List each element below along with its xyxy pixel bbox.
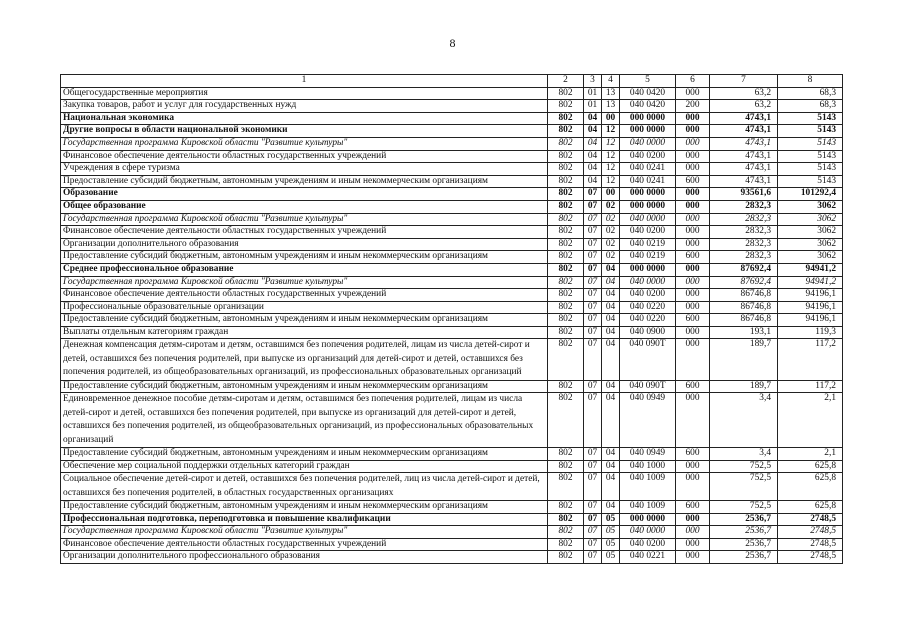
section-cell: 07 <box>584 526 602 539</box>
table-row <box>61 393 843 448</box>
subsection-cell: 12 <box>602 137 620 150</box>
table-row <box>61 473 843 501</box>
row-name-cell: Предоставление субсидий бюджетным, автономным учреждениям и иным некоммерческим организациям <box>61 500 548 513</box>
target-article-cell: 000 0000 <box>620 125 676 138</box>
table-row <box>61 339 843 380</box>
amount-year2-cell: 2748,5 <box>778 526 843 539</box>
section-cell: 07 <box>584 276 602 289</box>
amount-year2-cell: 3062 <box>778 238 843 251</box>
target-article-cell: 040 1009 <box>620 473 676 501</box>
section-cell: 07 <box>584 213 602 226</box>
subsection-cell: 13 <box>602 87 620 100</box>
subsection-cell: 04 <box>602 326 620 339</box>
row-name-cell: Финансовое обеспечение деятельности областных государственных учреждений <box>61 538 548 551</box>
subsection-cell: 13 <box>602 100 620 113</box>
target-article-cell: 040 0200 <box>620 538 676 551</box>
section-cell: 07 <box>584 460 602 473</box>
subsection-cell: 04 <box>602 263 620 276</box>
expense-type-cell: 600 <box>676 314 710 327</box>
expense-type-cell: 000 <box>676 301 710 314</box>
table-row <box>61 226 843 239</box>
amount-year2-cell: 5143 <box>778 112 843 125</box>
section-cell: 07 <box>584 538 602 551</box>
target-article-cell: 000 0000 <box>620 112 676 125</box>
amount-year1-cell: 93561,6 <box>710 188 778 201</box>
column-header: 1 <box>61 75 548 88</box>
amount-year1-cell: 4743,1 <box>710 137 778 150</box>
ministry-code-cell: 802 <box>548 112 584 125</box>
target-article-cell: 040 0000 <box>620 213 676 226</box>
target-article-cell: 040 0949 <box>620 447 676 460</box>
amount-year1-cell: 2832,3 <box>710 200 778 213</box>
row-name-cell: Финансовое обеспечение деятельности областных государственных учреждений <box>61 289 548 302</box>
amount-year1-cell: 2832,3 <box>710 213 778 226</box>
subsection-cell: 04 <box>602 393 620 448</box>
row-name-cell: Общее образование <box>61 200 548 213</box>
ministry-code-cell: 802 <box>548 289 584 302</box>
table-row <box>61 276 843 289</box>
amount-year1-cell: 86746,8 <box>710 314 778 327</box>
section-cell: 07 <box>584 513 602 526</box>
expense-type-cell: 000 <box>676 87 710 100</box>
expense-type-cell: 000 <box>676 137 710 150</box>
row-name-cell: Профессиональная подготовка, переподготовка и повышение квалификации <box>61 513 548 526</box>
amount-year1-cell: 86746,8 <box>710 301 778 314</box>
subsection-cell: 04 <box>602 460 620 473</box>
table-row <box>61 513 843 526</box>
table-row <box>61 460 843 473</box>
target-article-cell: 040 0200 <box>620 150 676 163</box>
expense-type-cell: 000 <box>676 551 710 564</box>
row-name-cell: Образование <box>61 188 548 201</box>
ministry-code-cell: 802 <box>548 314 584 327</box>
amount-year2-cell: 2748,5 <box>778 538 843 551</box>
amount-year2-cell: 5143 <box>778 163 843 176</box>
ministry-code-cell: 802 <box>548 263 584 276</box>
row-name-cell: Социальное обеспечение детей-сирот и детей, оставшихся без попечения родителей, лиц из числа детей-сирот и детей, оставшихся без попечения родителей, в областных государственных организациях <box>61 473 548 501</box>
expense-type-cell: 600 <box>676 500 710 513</box>
amount-year2-cell: 5143 <box>778 137 843 150</box>
amount-year1-cell: 752,5 <box>710 473 778 501</box>
column-header: 2 <box>548 75 584 88</box>
amount-year2-cell: 625,8 <box>778 460 843 473</box>
column-number-row <box>61 75 843 88</box>
amount-year1-cell: 189,7 <box>710 380 778 393</box>
amount-year1-cell: 752,5 <box>710 500 778 513</box>
amount-year1-cell: 63,2 <box>710 100 778 113</box>
ministry-code-cell: 802 <box>548 460 584 473</box>
expense-type-cell: 000 <box>676 339 710 380</box>
section-cell: 04 <box>584 137 602 150</box>
subsection-cell: 12 <box>602 125 620 138</box>
target-article-cell: 040 0221 <box>620 551 676 564</box>
expense-type-cell: 000 <box>676 200 710 213</box>
expense-type-cell: 200 <box>676 100 710 113</box>
table-row <box>61 238 843 251</box>
section-cell: 04 <box>584 125 602 138</box>
row-name-cell: Предоставление субсидий бюджетным, автономным учреждениям и иным некоммерческим организациям <box>61 314 548 327</box>
expense-type-cell: 000 <box>676 163 710 176</box>
row-name-cell: Обеспечение мер социальной поддержки отдельных категорий граждан <box>61 460 548 473</box>
table-row <box>61 188 843 201</box>
subsection-cell: 02 <box>602 213 620 226</box>
target-article-cell: 040 0900 <box>620 326 676 339</box>
section-cell: 07 <box>584 473 602 501</box>
table-row <box>61 301 843 314</box>
section-cell: 04 <box>584 112 602 125</box>
row-name-cell: Общегосударственные мероприятия <box>61 87 548 100</box>
amount-year2-cell: 2748,5 <box>778 551 843 564</box>
amount-year1-cell: 2832,3 <box>710 251 778 264</box>
row-name-cell: Предоставление субсидий бюджетным, автономным учреждениям и иным некоммерческим организациям <box>61 175 548 188</box>
amount-year2-cell: 68,3 <box>778 87 843 100</box>
row-name-cell: Государственная программа Кировской области "Развитие культуры" <box>61 276 548 289</box>
amount-year2-cell: 3062 <box>778 226 843 239</box>
subsection-cell: 04 <box>602 447 620 460</box>
column-header: 6 <box>676 75 710 88</box>
expense-type-cell: 600 <box>676 175 710 188</box>
expense-type-cell: 000 <box>676 393 710 448</box>
row-name-cell: Организации дополнительного профессионального образования <box>61 551 548 564</box>
amount-year1-cell: 87692,4 <box>710 276 778 289</box>
table-row <box>61 251 843 264</box>
target-article-cell: 040 0200 <box>620 226 676 239</box>
ministry-code-cell: 802 <box>548 238 584 251</box>
section-cell: 07 <box>584 251 602 264</box>
table-row <box>61 500 843 513</box>
target-article-cell: 040 090Т <box>620 339 676 380</box>
ministry-code-cell: 802 <box>548 150 584 163</box>
subsection-cell: 04 <box>602 314 620 327</box>
ministry-code-cell: 802 <box>548 339 584 380</box>
target-article-cell: 040 0000 <box>620 526 676 539</box>
amount-year1-cell: 4743,1 <box>710 175 778 188</box>
section-cell: 07 <box>584 289 602 302</box>
target-article-cell: 040 0420 <box>620 100 676 113</box>
row-name-cell: Предоставление субсидий бюджетным, автономным учреждениям и иным некоммерческим организациям <box>61 251 548 264</box>
expense-type-cell: 000 <box>676 526 710 539</box>
amount-year2-cell: 5143 <box>778 150 843 163</box>
table-row <box>61 163 843 176</box>
subsection-cell: 02 <box>602 238 620 251</box>
section-cell: 04 <box>584 163 602 176</box>
expense-type-cell: 000 <box>676 473 710 501</box>
amount-year2-cell: 94196,1 <box>778 314 843 327</box>
table-row <box>61 314 843 327</box>
ministry-code-cell: 802 <box>548 301 584 314</box>
expense-type-cell: 000 <box>676 513 710 526</box>
amount-year2-cell: 625,8 <box>778 500 843 513</box>
table-row <box>61 380 843 393</box>
row-name-cell: Финансовое обеспечение деятельности областных государственных учреждений <box>61 150 548 163</box>
table-row <box>61 175 843 188</box>
column-header: 7 <box>710 75 778 88</box>
amount-year2-cell: 2748,5 <box>778 513 843 526</box>
amount-year2-cell: 117,2 <box>778 339 843 380</box>
amount-year1-cell: 63,2 <box>710 87 778 100</box>
subsection-cell: 12 <box>602 175 620 188</box>
target-article-cell: 040 0219 <box>620 251 676 264</box>
target-article-cell: 040 0241 <box>620 163 676 176</box>
expense-type-cell: 000 <box>676 538 710 551</box>
amount-year2-cell: 2,1 <box>778 393 843 448</box>
amount-year2-cell: 68,3 <box>778 100 843 113</box>
target-article-cell: 040 1000 <box>620 460 676 473</box>
amount-year1-cell: 4743,1 <box>710 112 778 125</box>
subsection-cell: 00 <box>602 188 620 201</box>
amount-year2-cell: 5143 <box>778 175 843 188</box>
section-cell: 07 <box>584 314 602 327</box>
section-cell: 07 <box>584 200 602 213</box>
subsection-cell: 04 <box>602 473 620 501</box>
subsection-cell: 02 <box>602 226 620 239</box>
subsection-cell: 04 <box>602 289 620 302</box>
section-cell: 07 <box>584 301 602 314</box>
subsection-cell: 04 <box>602 339 620 380</box>
column-header: 3 <box>584 75 602 88</box>
subsection-cell: 12 <box>602 163 620 176</box>
amount-year2-cell: 3062 <box>778 251 843 264</box>
ministry-code-cell: 802 <box>548 500 584 513</box>
row-name-cell: Предоставление субсидий бюджетным, автономным учреждениям и иным некоммерческим организациям <box>61 380 548 393</box>
amount-year1-cell: 752,5 <box>710 460 778 473</box>
column-header: 4 <box>602 75 620 88</box>
expense-type-cell: 000 <box>676 188 710 201</box>
table-row <box>61 100 843 113</box>
section-cell: 07 <box>584 393 602 448</box>
page-number: 8 <box>449 36 456 50</box>
amount-year1-cell: 4743,1 <box>710 150 778 163</box>
section-cell: 07 <box>584 500 602 513</box>
ministry-code-cell: 802 <box>548 188 584 201</box>
ministry-code-cell: 802 <box>548 551 584 564</box>
amount-year1-cell: 2536,7 <box>710 513 778 526</box>
section-cell: 07 <box>584 238 602 251</box>
subsection-cell: 12 <box>602 150 620 163</box>
subsection-cell: 04 <box>602 301 620 314</box>
amount-year2-cell: 3062 <box>778 213 843 226</box>
target-article-cell: 040 090Т <box>620 380 676 393</box>
amount-year1-cell: 2536,7 <box>710 551 778 564</box>
subsection-cell: 02 <box>602 251 620 264</box>
section-cell: 01 <box>584 87 602 100</box>
ministry-code-cell: 802 <box>548 393 584 448</box>
expense-type-cell: 000 <box>676 289 710 302</box>
section-cell: 07 <box>584 263 602 276</box>
ministry-code-cell: 802 <box>548 526 584 539</box>
row-name-cell: Учреждения в сфере туризма <box>61 163 548 176</box>
row-name-cell: Государственная программа Кировской области "Развитие культуры" <box>61 137 548 150</box>
row-name-cell: Финансовое обеспечение деятельности областных государственных учреждений <box>61 226 548 239</box>
ministry-code-cell: 802 <box>548 473 584 501</box>
target-article-cell: 040 0241 <box>620 175 676 188</box>
target-article-cell: 040 0220 <box>620 301 676 314</box>
expense-type-cell: 000 <box>676 263 710 276</box>
ministry-code-cell: 802 <box>548 226 584 239</box>
table-row <box>61 112 843 125</box>
ministry-code-cell: 802 <box>548 513 584 526</box>
table-row <box>61 538 843 551</box>
amount-year1-cell: 3,4 <box>710 447 778 460</box>
ministry-code-cell: 802 <box>548 175 584 188</box>
target-article-cell: 040 0000 <box>620 276 676 289</box>
expense-type-cell: 000 <box>676 226 710 239</box>
expense-type-cell: 000 <box>676 238 710 251</box>
ministry-code-cell: 802 <box>548 380 584 393</box>
ministry-code-cell: 802 <box>548 276 584 289</box>
subsection-cell: 05 <box>602 551 620 564</box>
ministry-code-cell: 802 <box>548 200 584 213</box>
section-cell: 04 <box>584 150 602 163</box>
table-row <box>61 289 843 302</box>
table-row <box>61 150 843 163</box>
amount-year2-cell: 119,3 <box>778 326 843 339</box>
section-cell: 07 <box>584 339 602 380</box>
row-name-cell: Государственная программа Кировской области "Развитие культуры" <box>61 526 548 539</box>
table-row <box>61 125 843 138</box>
amount-year1-cell: 2832,3 <box>710 238 778 251</box>
expense-type-cell: 600 <box>676 447 710 460</box>
subsection-cell: 05 <box>602 513 620 526</box>
row-name-cell: Другие вопросы в области национальной экономики <box>61 125 548 138</box>
row-name-cell: Выплаты отдельным категориям граждан <box>61 326 548 339</box>
ministry-code-cell: 802 <box>548 87 584 100</box>
subsection-cell: 04 <box>602 500 620 513</box>
row-name-cell: Профессиональные образовательные организации <box>61 301 548 314</box>
column-header: 5 <box>620 75 676 88</box>
row-name-cell: Государственная программа Кировской области "Развитие культуры" <box>61 213 548 226</box>
amount-year2-cell: 94196,1 <box>778 301 843 314</box>
table-row <box>61 526 843 539</box>
target-article-cell: 040 0420 <box>620 87 676 100</box>
table-row <box>61 213 843 226</box>
table-row <box>61 87 843 100</box>
section-cell: 04 <box>584 175 602 188</box>
amount-year2-cell: 94941,2 <box>778 263 843 276</box>
subsection-cell: 05 <box>602 538 620 551</box>
table-row <box>61 326 843 339</box>
expense-type-cell: 600 <box>676 380 710 393</box>
budget-table <box>60 74 843 564</box>
expense-type-cell: 000 <box>676 276 710 289</box>
expense-type-cell: 000 <box>676 125 710 138</box>
row-name-cell: Организации дополнительного образования <box>61 238 548 251</box>
row-name-cell: Национальная экономика <box>61 112 548 125</box>
amount-year2-cell: 5143 <box>778 125 843 138</box>
amount-year2-cell: 3062 <box>778 200 843 213</box>
ministry-code-cell: 802 <box>548 447 584 460</box>
row-name-cell: Единовременное денежное пособие детям-сиротам и детям, оставшимся без попечения родителей, лицам из числа детей-сирот и детей, оставшихся без попечения родителей, при выпуске из организаций для детей-сирот и детей, оставшихся без попечения родителей, из общеобразовательных организаций, из профессиональных образовательных организаций <box>61 393 548 448</box>
section-cell: 07 <box>584 551 602 564</box>
target-article-cell: 000 0000 <box>620 263 676 276</box>
column-header: 8 <box>778 75 843 88</box>
ministry-code-cell: 802 <box>548 538 584 551</box>
row-name-cell: Предоставление субсидий бюджетным, автономным учреждениям и иным некоммерческим организациям <box>61 447 548 460</box>
section-cell: 07 <box>584 188 602 201</box>
amount-year1-cell: 3,4 <box>710 393 778 448</box>
amount-year2-cell: 2,1 <box>778 447 843 460</box>
expense-type-cell: 600 <box>676 251 710 264</box>
row-name-cell: Закупка товаров, работ и услуг для государственных нужд <box>61 100 548 113</box>
row-name-cell: Среднее профессиональное образование <box>61 263 548 276</box>
amount-year2-cell: 101292,4 <box>778 188 843 201</box>
ministry-code-cell: 802 <box>548 163 584 176</box>
ministry-code-cell: 802 <box>548 251 584 264</box>
expense-type-cell: 000 <box>676 112 710 125</box>
amount-year2-cell: 94196,1 <box>778 289 843 302</box>
amount-year1-cell: 4743,1 <box>710 163 778 176</box>
section-cell: 07 <box>584 226 602 239</box>
subsection-cell: 02 <box>602 200 620 213</box>
ministry-code-cell: 802 <box>548 100 584 113</box>
expense-type-cell: 000 <box>676 213 710 226</box>
table-row <box>61 263 843 276</box>
section-cell: 07 <box>584 380 602 393</box>
section-cell: 07 <box>584 447 602 460</box>
ministry-code-cell: 802 <box>548 137 584 150</box>
section-cell: 07 <box>584 326 602 339</box>
amount-year1-cell: 193,1 <box>710 326 778 339</box>
table-row <box>61 137 843 150</box>
amount-year1-cell: 2536,7 <box>710 538 778 551</box>
target-article-cell: 000 0000 <box>620 188 676 201</box>
section-cell: 01 <box>584 100 602 113</box>
table-row <box>61 447 843 460</box>
row-name-cell: Денежная компенсация детям-сиротам и детям, оставшимся без попечения родителей, лицам из числа детей-сирот и детей, оставшихся без попечения родителей, при выпуске из организаций для детей-сирот и детей, оставшихся без попечения родителей, из общеобразовательных организаций, из профессиональных образовательных организаций <box>61 339 548 380</box>
target-article-cell: 040 0200 <box>620 289 676 302</box>
table-row <box>61 551 843 564</box>
target-article-cell: 040 0949 <box>620 393 676 448</box>
target-article-cell: 000 0000 <box>620 513 676 526</box>
subsection-cell: 04 <box>602 380 620 393</box>
subsection-cell: 00 <box>602 112 620 125</box>
expense-type-cell: 000 <box>676 150 710 163</box>
amount-year2-cell: 625,8 <box>778 473 843 501</box>
ministry-code-cell: 802 <box>548 125 584 138</box>
target-article-cell: 040 0219 <box>620 238 676 251</box>
amount-year1-cell: 2536,7 <box>710 526 778 539</box>
expense-type-cell: 000 <box>676 460 710 473</box>
ministry-code-cell: 802 <box>548 213 584 226</box>
amount-year1-cell: 189,7 <box>710 339 778 380</box>
amount-year1-cell: 2832,3 <box>710 226 778 239</box>
target-article-cell: 040 0000 <box>620 137 676 150</box>
expense-type-cell: 000 <box>676 326 710 339</box>
amount-year2-cell: 94941,2 <box>778 276 843 289</box>
amount-year2-cell: 117,2 <box>778 380 843 393</box>
subsection-cell: 05 <box>602 526 620 539</box>
amount-year1-cell: 86746,8 <box>710 289 778 302</box>
table-row <box>61 200 843 213</box>
target-article-cell: 040 1009 <box>620 500 676 513</box>
ministry-code-cell: 802 <box>548 326 584 339</box>
target-article-cell: 000 0000 <box>620 200 676 213</box>
amount-year1-cell: 87692,4 <box>710 263 778 276</box>
subsection-cell: 04 <box>602 276 620 289</box>
target-article-cell: 040 0220 <box>620 314 676 327</box>
amount-year1-cell: 4743,1 <box>710 125 778 138</box>
